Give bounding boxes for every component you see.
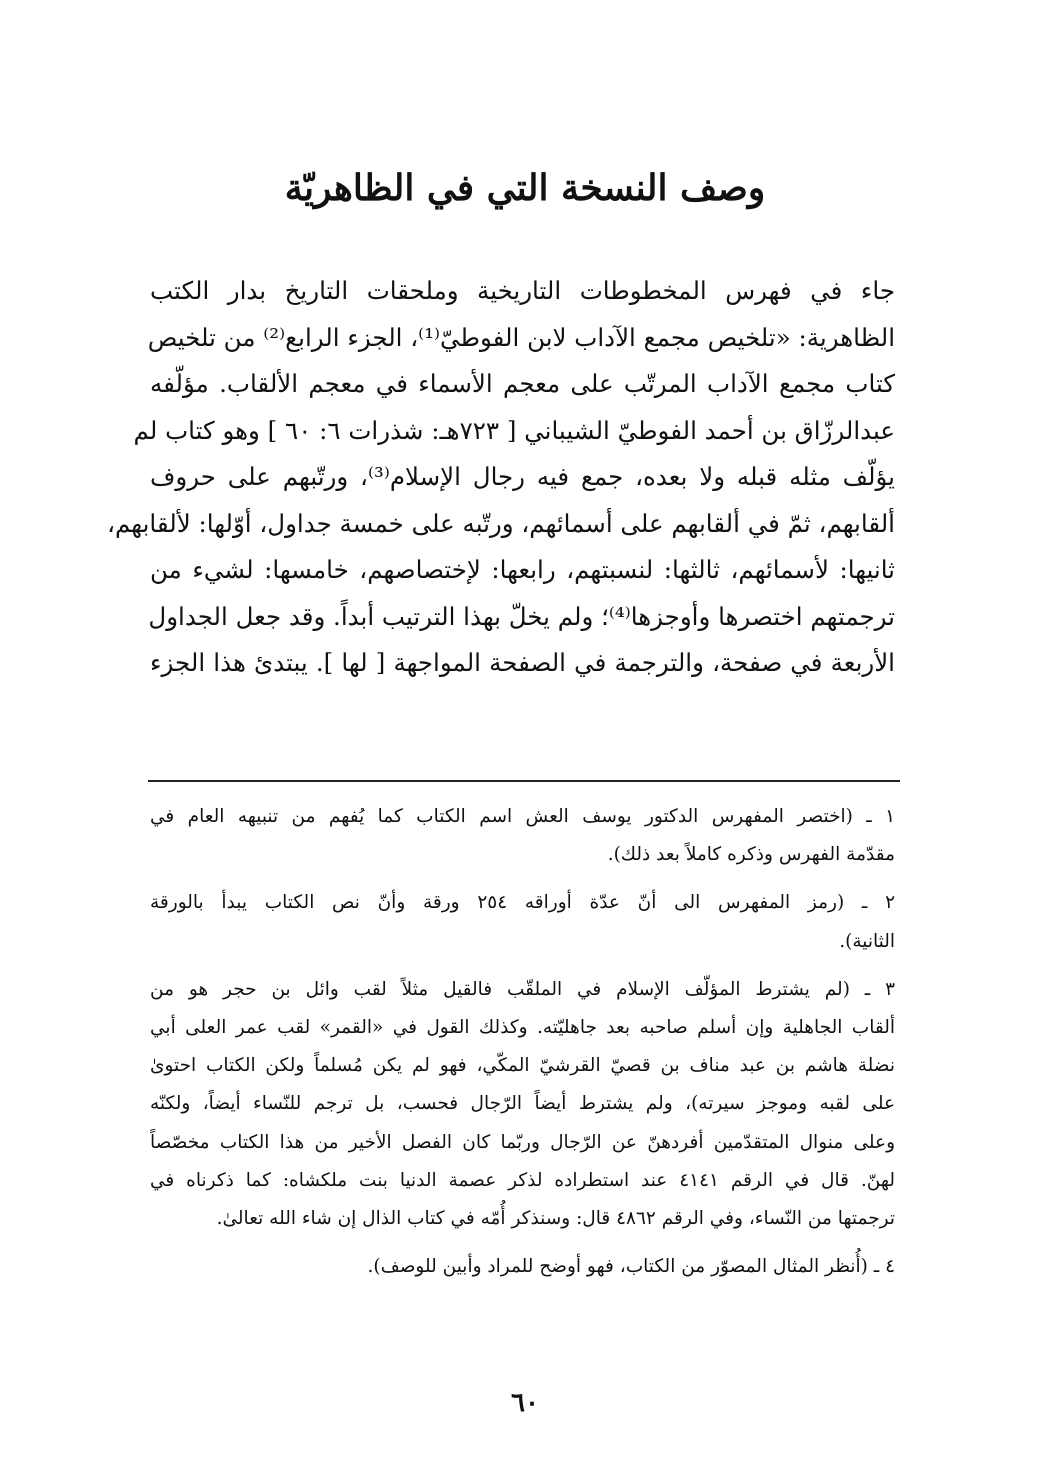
main-text-line: ترجمتهم اختصرها وأوجزها⁽⁴⁾؛ ولم يخلّ بهذا الترتيب أبداً. وقد جعل الجداول [148, 601, 895, 631]
main-text-line: كتاب مجمع الآداب المرتّب على معجم الأسماء في معجم الألقاب. مؤلّفه [150, 369, 895, 398]
footnote-3 [150, 971, 895, 1238]
footnote-line: الثانية). [839, 930, 895, 952]
main-text-line: ثانيها: لأسمائهم، ثالثها: لنسبتهم، رابعها: لإختصاصهم، خامسها: لشيء من [150, 555, 895, 584]
footnotes [150, 798, 895, 1296]
main-text-line: الأربعة في صفحة، والترجمة في الصفحة المواجهة [ لها ]. يبتدئ هذا الجزء [150, 648, 895, 677]
main-text [107, 268, 895, 687]
footnote-line: لهنّ. قال في الرقم ٤١٤١ عند استطراده لذكر عصمة الدنيا بنت ملكشاه: كما ذكرناه في [150, 1169, 895, 1191]
main-text-line: عبدالرزّاق بن أحمد الفوطيّ الشيباني [ ٧٢٣هـ: شذرات ٦: ٦٠ ] وهو كتاب لم [133, 415, 895, 445]
footnote-line: وعلى منوال المتقدّمين أفردهنّ عن الرّجال وربّما كان الفصل الأخير من هذا الكتاب مخصّصاً [150, 1131, 895, 1153]
main-text-line: ألقابهم، ثمّ في ألقابهم على أسمائهم، ورتّبه على خمسة جداول، أوّلها: لألقابهم، [107, 508, 895, 538]
main-text-line: جاء في فهرس المخطوطات التاريخية وملحقات التاريخ بدار الكتب [150, 276, 895, 305]
footnote-4 [150, 1248, 895, 1286]
footnote-line: على لقبه وموجز سيرته)، ولم يشترط أيضاً الرّجال فحسب، بل ترجم للنّساء أيضاً، ولكنّه [150, 1093, 895, 1115]
footnote-line: مقدّمة الفهرس وذكره كاملاً بعد ذلك). [607, 844, 895, 866]
page-number: ٦٠ [511, 1388, 539, 1418]
footnote-line: ١ ـ (اختصر المفهرس الدكتور يوسف العش اسم الكتاب كما يُفهم من تنبيهه العام في [150, 806, 895, 827]
footnote-line: نضلة هاشم بن عبد مناف بن قصيّ القرشيّ المكّي، فهو لم يكن مُسلماً ولكن الكتاب احتوىٰ [150, 1055, 895, 1077]
footnote-2 [150, 884, 895, 960]
footnote-line: ٤ ـ (أُنظر المثال المصوّر من الكتاب، فهو أوضح للمراد وأبين للوصف). [367, 1256, 895, 1278]
main-text-line: الظاهرية: «تلخيص مجمع الآداب لابن الفوطيّ⁽¹⁾، الجزء الرابع⁽²⁾ من تلخيص [147, 322, 895, 352]
footnote-line: ٢ ـ (رمز المفهرس الى أنّ عدّة أوراقه ٢٥٤ ورقة وأنّ نص الكتاب يبدأ بالورقة [150, 892, 895, 914]
footnote-line: ألقاب الجاهلية وإن أسلم صاحبه بعد جاهليّته. وكذلك القول في «القمر» لقب عمر العلى أبي [150, 1017, 895, 1039]
footnote-1 [150, 798, 895, 874]
footnote-divider [148, 780, 900, 782]
page-title: وصف النسخة التي في الظاهريّة [284, 167, 766, 209]
main-text-line: يؤلّف مثله قبله ولا بعده، جمع فيه رجال الإسلام⁽³⁾، ورتّبهم على حروف [150, 462, 895, 491]
footnote-line: ٣ ـ (لم يشترط المؤلّف الإسلام في الملقّب فالقيل مثلاً لقب وائل بن حجر هو من [150, 978, 895, 1000]
footnote-line: ترجمتها من النّساء، وفي الرقم ٤٨٦٢ قال: وسنذكر أُمّه في كتاب الذال إن شاء الله تعالىٰ. [216, 1208, 895, 1230]
